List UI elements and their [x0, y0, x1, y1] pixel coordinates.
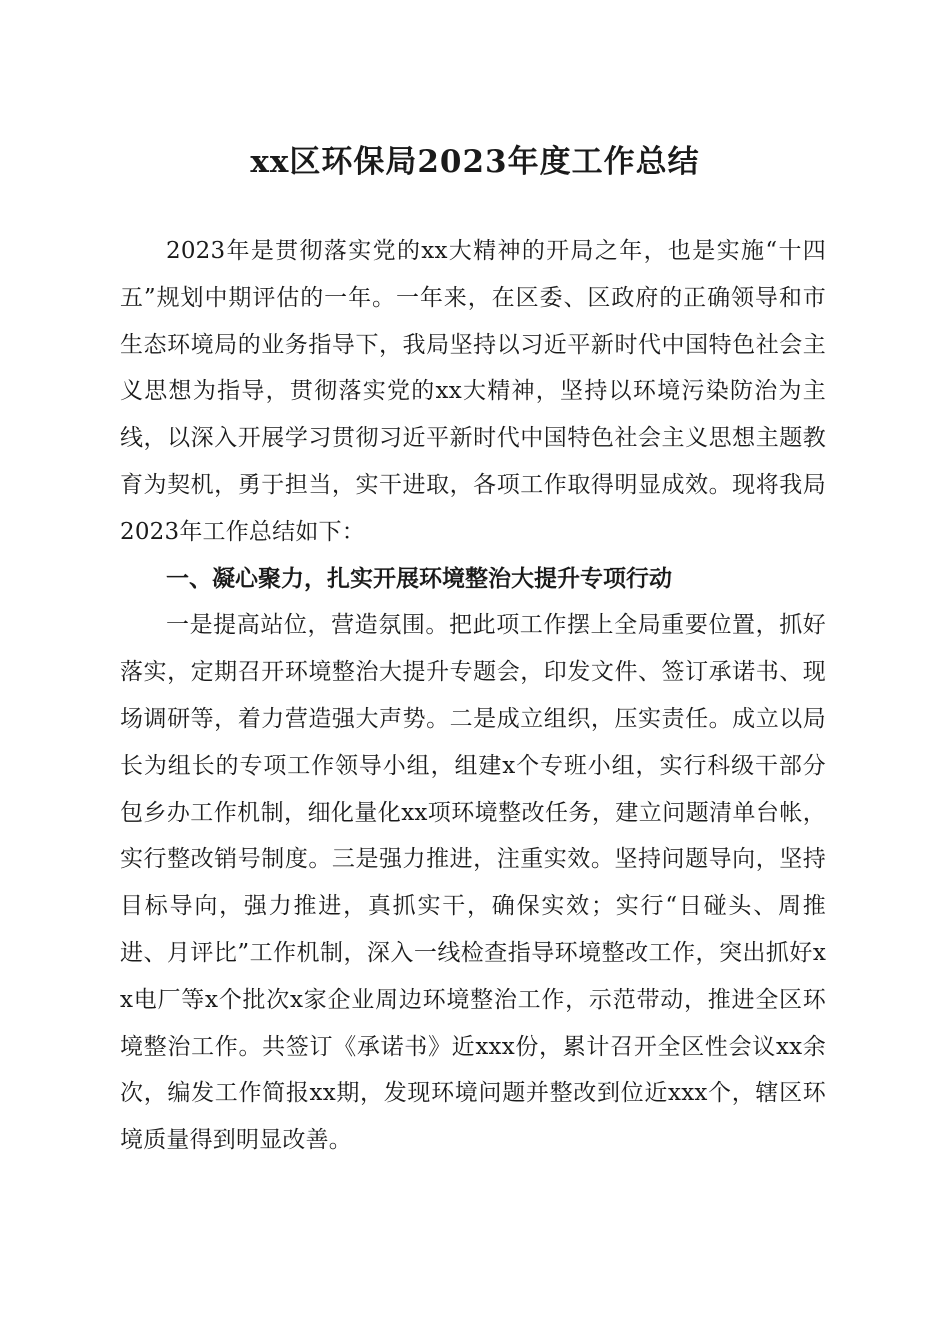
intro-paragraph: 2023年是贯彻落实党的xx大精神的开局之年，也是实施“十四五”规划中期评估的一年。一年来，在区委、区政府的正确领导和市生态环境局的业务指导下，我局坚持以习近平新时代中国特色社会主义思想为指导，贯彻落实党的xx大精神，坚持以环境污染防治为主线，以深入开展学习贯彻习近平新时代中国特色社会主义思想主题教育为契机，勇于担当，实干进取，各项工作取得明显成效。现将我局2023年工作总结如下： — [120, 238, 826, 545]
section-1-paragraph: 一是提高站位，营造氛围。把此项工作摆上全局重要位置，抓好落实，定期召开环境整治大提升专题会，印发文件、签订承诺书、现场调研等，着力营造强大声势。二是成立组织，压实责任。成立以局长为组长的专项工作领导小组，组建x个专班小组，实行科级干部分包乡办工作机制，细化量化xx项环境整改任务，建立问题清单台帐，实行整改销号制度。三是强力推进，注重实效。坚持问题导向，坚持目标导向，强力推进，真抓实干，确保实效；实行“日碰头、周推进、月评比”工作机制，深入一线检查指导环境整改工作，突出抓好xx电厂等x个批次x家企业周边环境整治工作，示范带动，推进全区环境整治工作。共签订《承诺书》近xxx份，累计召开全区性会议xx余次，编发工作简报xx期，发现环境问题并整改到位近xxx个，辖区环境质量得到明显改善。 — [120, 612, 826, 1154]
document-title: xx区环保局2023年度工作总结 — [250, 144, 700, 180]
section-1-heading: 一、凝心聚力，扎实开展环境整治大提升专项行动 — [166, 565, 672, 592]
document-body — [120, 228, 826, 1164]
